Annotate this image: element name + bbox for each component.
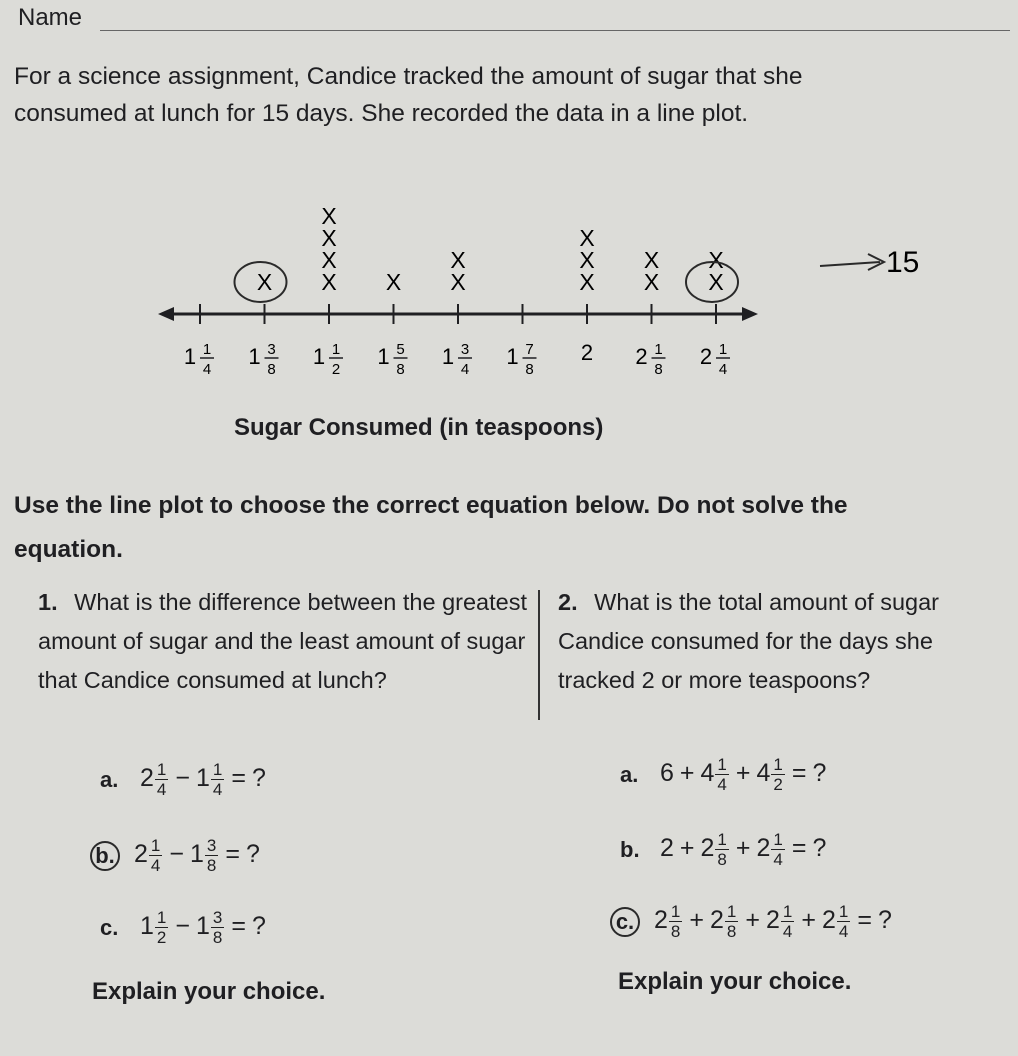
tick-label-whole: 2 — [635, 344, 648, 369]
intro-text: For a science assignment, Candice tracked the amount of sugar that she consumed at lunch for 15 days. She recorded the data in a line plot. — [14, 63, 803, 127]
question-1-number: 1. — [38, 589, 58, 615]
data-mark-x: X — [321, 247, 337, 273]
data-mark-x: X — [708, 269, 724, 295]
q2-option-b-expression: 2 + 2 $\frac{1}{8}$ + 2 $\frac{1}{4}$ = ? — [660, 830, 827, 869]
q1-option-a-letter: a. — [100, 766, 119, 792]
tick-label-whole: 1 — [441, 344, 455, 369]
q2-option-c[interactable] — [616, 902, 892, 941]
tick-label-whole: 2 — [699, 344, 713, 369]
q2-option-a[interactable] — [620, 755, 826, 794]
q2-option-b-letter: b. — [620, 836, 640, 862]
tick-label-denominator: 2 — [331, 361, 341, 378]
data-mark-x: X — [385, 269, 402, 295]
data-mark-x: X — [643, 269, 660, 295]
question-1-text: What is the difference between the greatest amount of sugar and the least amount of sugar that Candice consumed at lunch? — [38, 589, 528, 693]
name-label: Name — [18, 4, 83, 31]
q2-option-c-letter-circled: c. — [610, 907, 640, 937]
tick-label-numerator: 1 — [331, 341, 341, 358]
data-mark-x: X — [708, 247, 724, 273]
data-mark-x: X — [450, 269, 466, 295]
tick-label-numerator: 3 — [267, 341, 276, 358]
q1-option-c[interactable] — [100, 908, 266, 947]
tick-label-numerator: 1 — [654, 341, 663, 358]
data-mark-x: X — [450, 247, 466, 273]
axis-left-arrow — [158, 307, 174, 321]
tick-label-whole: 1 — [248, 344, 261, 369]
q2-option-a-letter: a. — [620, 761, 639, 787]
data-mark-x: X — [579, 247, 595, 273]
tick-label-whole: 1 — [312, 344, 326, 369]
question-2-number: 2. — [558, 589, 578, 615]
tick-label-numerator: 7 — [525, 341, 534, 358]
data-mark-x: X — [321, 203, 337, 229]
axis-right-arrow — [742, 307, 758, 321]
tick-label-denominator: 8 — [654, 361, 663, 378]
pencil-arrow-annotation — [820, 254, 884, 270]
tick-label-numerator: 3 — [460, 341, 470, 358]
data-mark-x: X — [643, 247, 660, 273]
q2-option-a-expression: 6 + 4 $\frac{1}{4}$ + 4 $\frac{1}{2}$ = ? — [660, 755, 827, 794]
q2-option-c-expression: 2 $\frac{1}{8}$ + 2 $\frac{1}{8}$ + 2 $\frac{1}{4}$ + 2 $\frac{1}{4}$ = ? — [654, 902, 892, 941]
q1-option-b-letter-circled: b. — [90, 841, 120, 871]
tick-label-denominator: 4 — [202, 361, 212, 378]
question-1 — [38, 583, 528, 700]
data-mark-x: X — [321, 269, 337, 295]
q2-option-b[interactable] — [620, 830, 826, 869]
q1-option-c-letter: c. — [100, 914, 119, 940]
q1-option-a[interactable] — [100, 760, 266, 799]
plot-title: Sugar Consumed (in teaspoons) — [234, 414, 604, 441]
data-mark-x: X — [321, 225, 337, 251]
q1-option-c-expression: 1 $\frac{1}{2}$ − 1 $\frac{3}{8}$ = ? — [140, 908, 266, 947]
tick-label-denominator: 8 — [525, 361, 534, 378]
pencil-count-annotation: 15 — [886, 246, 920, 279]
tick-label-whole: 1 — [377, 344, 390, 369]
q1-explain-label: Explain your choice. — [92, 978, 326, 1005]
tick-label-denominator: 8 — [267, 361, 276, 378]
data-mark-x: X — [256, 269, 273, 295]
instructions: Use the line plot to choose the correct equation below. Do not solve the equation. — [14, 492, 848, 563]
q1-option-a-expression: 2 $\frac{1}{4}$ − 1 $\frac{1}{4}$ = ? — [140, 760, 266, 799]
question-2-text: What is the total amount of sugar Candice consumed for the days she tracked 2 or more teaspoons? — [558, 589, 939, 693]
tick-label-numerator: 1 — [202, 341, 212, 358]
tick-label-whole: 2 — [580, 340, 594, 365]
tick-label-denominator: 4 — [718, 361, 728, 378]
name-line[interactable] — [100, 30, 1010, 31]
data-mark-x: X — [579, 269, 595, 295]
tick-label-denominator: 8 — [396, 361, 405, 378]
line-plot — [0, 180, 1018, 390]
tick-label-numerator: 1 — [718, 341, 728, 358]
q1-option-b[interactable] — [96, 836, 260, 875]
column-divider — [538, 590, 540, 720]
tick-label-whole: 1 — [506, 344, 519, 369]
tick-label-whole: 1 — [183, 344, 197, 369]
tick-label-numerator: 5 — [396, 341, 405, 358]
q2-explain-label: Explain your choice. — [618, 968, 852, 995]
q1-option-b-expression: 2 $\frac{1}{4}$ − 1 $\frac{3}{8}$ = ? — [134, 836, 260, 875]
tick-label-denominator: 4 — [460, 361, 470, 378]
question-2 — [558, 583, 998, 700]
data-mark-x: X — [579, 225, 595, 251]
